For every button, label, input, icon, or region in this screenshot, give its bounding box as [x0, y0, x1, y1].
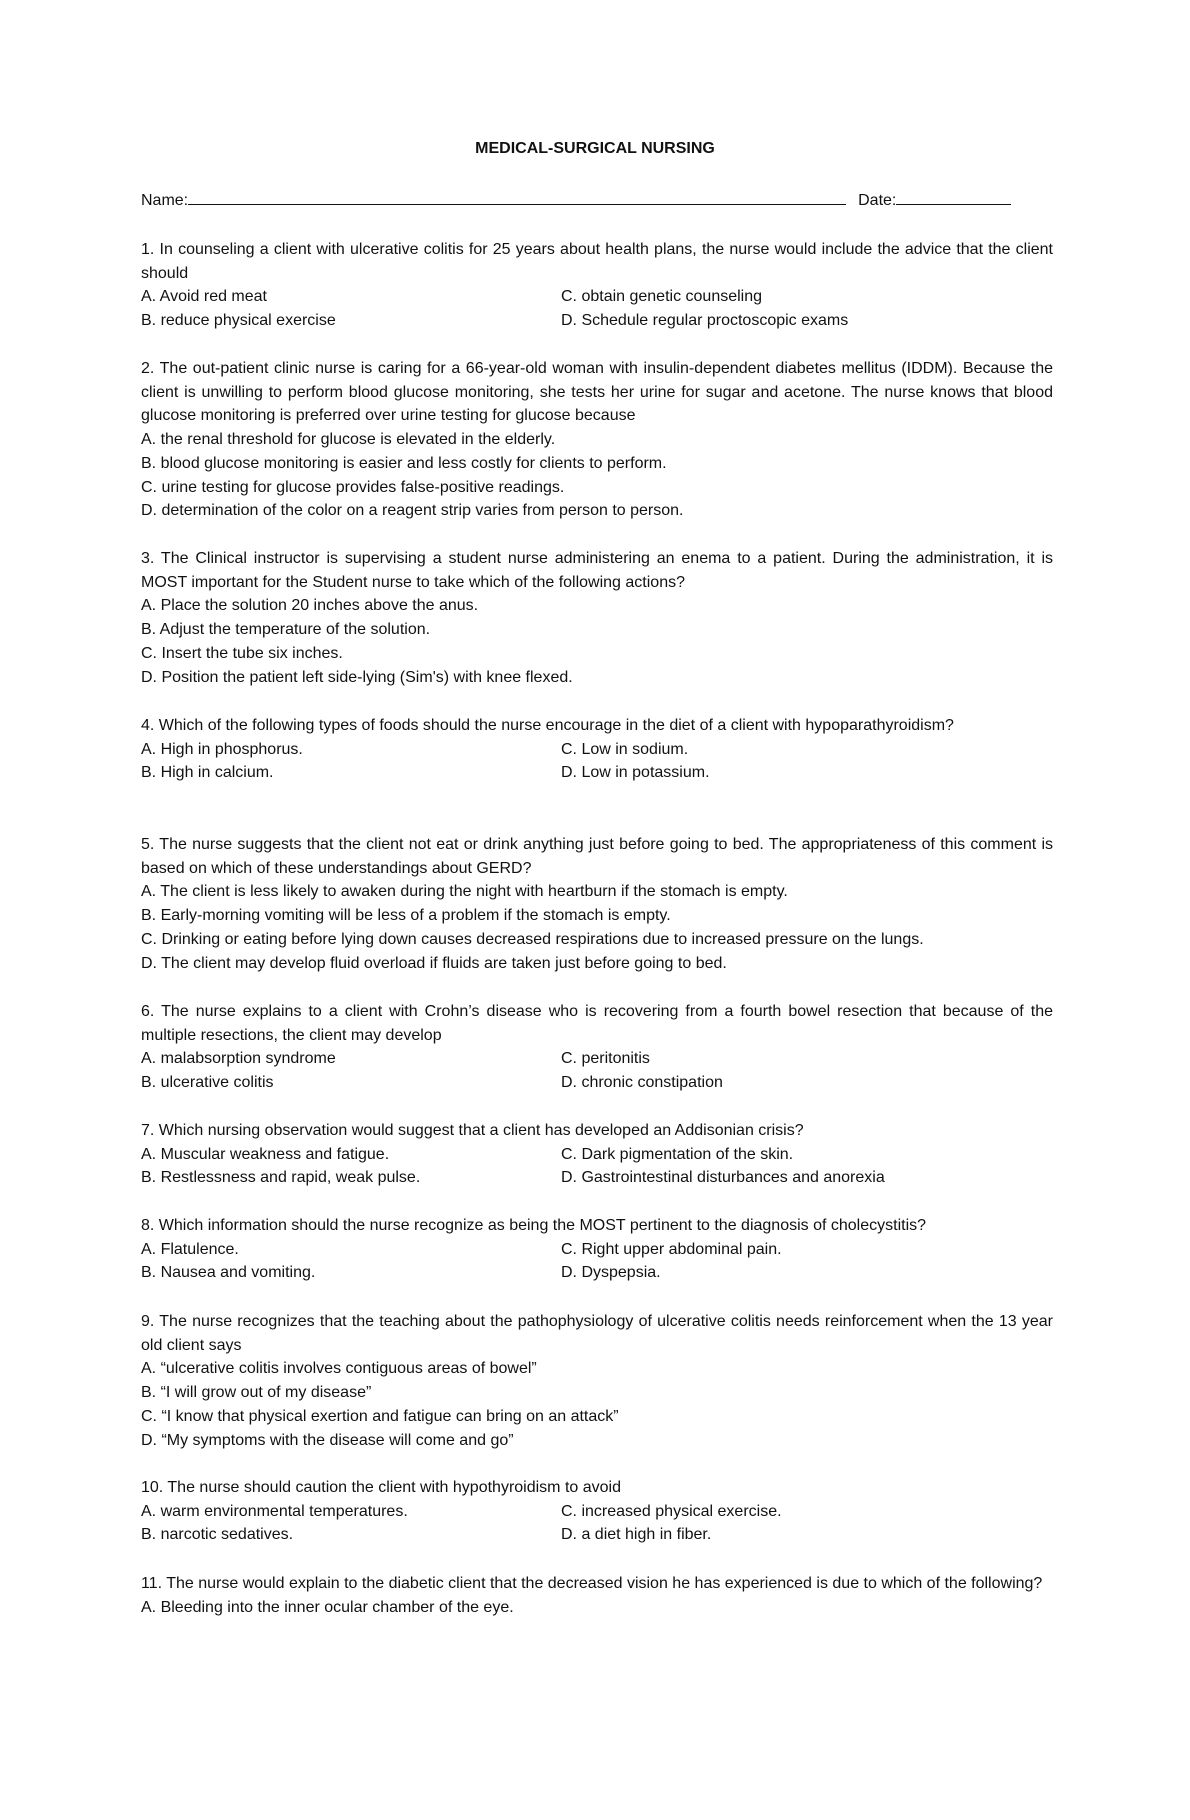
option-c: C. Low in sodium. [561, 740, 689, 758]
option-d: D. The client may develop fluid overload if fluids are taken just before going to bed. [141, 954, 727, 972]
question-stem: 5. The nurse suggests that the client not eat or drink anything just before going to bed. The appropriateness of this comment is based on which of these understandings about GERD? [141, 836, 1053, 877]
option-b: B. blood glucose monitoring is easier and less costly for clients to perform. [141, 454, 667, 472]
option-a: A. Place the solution 20 inches above the anus. [141, 597, 479, 615]
question-7 [141, 1119, 1053, 1190]
option-d: D. Dyspepsia. [561, 1264, 661, 1282]
option-c: C. Dark pigmentation of the skin. [561, 1145, 794, 1163]
option-d: D. Position the patient left side-lying (Sim's) with knee flexed. [141, 668, 573, 686]
question-5 [141, 833, 1053, 975]
option-d: D. “My symptoms with the disease will come and go” [141, 1431, 514, 1449]
option-c: C. Drinking or eating before lying down causes decreased respirations due to increased pressure on the lungs. [141, 930, 924, 948]
question-1 [141, 238, 1053, 333]
question-stem: 4. Which of the following types of foods should the nurse encourage in the diet of a client with hypoparathyroidism? [141, 717, 954, 734]
option-c: C. urine testing for glucose provides false-positive readings. [141, 478, 565, 496]
option-d: D. Schedule regular proctoscopic exams [561, 312, 849, 330]
option-a: A. High in phosphorus. [141, 740, 303, 758]
option-b: B. narcotic sedatives. [141, 1526, 294, 1544]
question-stem: 9. The nurse recognizes that the teaching about the pathophysiology of ulcerative colitis needs reinforcement when the 13 year old client says [141, 1313, 1053, 1354]
option-b: B. Nausea and vomiting. [141, 1264, 316, 1282]
name-date-row [141, 190, 1053, 210]
question-stem: 1. In counseling a client with ulcerative colitis for 25 years about health plans, the nurse would include the advice that the client should [141, 241, 1053, 282]
option-a: A. Bleeding into the inner ocular chamber of the eye. [141, 1598, 514, 1616]
name-blank-line [188, 190, 846, 205]
option-c: C. Right upper abdominal pain. [561, 1240, 782, 1258]
name-label: Name: [141, 192, 189, 209]
question-stem: 6. The nurse explains to a client with Crohn’s disease who is recovering from a fourth bowel resection that because of the multiple resections, the client may develop [141, 1003, 1053, 1044]
option-a: A. warm environmental temperatures. [141, 1502, 408, 1520]
option-d: D. chronic constipation [561, 1074, 723, 1092]
option-a: A. Flatulence. [141, 1240, 239, 1258]
option-a: A. the renal threshold for glucose is elevated in the elderly. [141, 431, 556, 449]
question-stem: 7. Which nursing observation would suggest that a client has developed an Addisonian crisis? [141, 1122, 804, 1139]
question-8 [141, 1214, 1053, 1285]
options-grid [141, 285, 1053, 332]
question-3 [141, 547, 1053, 689]
question-11 [141, 1572, 1053, 1619]
option-b: B. ulcerative colitis [141, 1074, 274, 1092]
question-4 [141, 714, 1053, 785]
question-stem: 11. The nurse would explain to the diabetic client that the decreased vision he has experienced is due to which of the following? [141, 1575, 1043, 1592]
option-b: B. “I will grow out of my disease” [141, 1384, 372, 1402]
question-stem: 10. The nurse should caution the client with hypothyroidism to avoid [141, 1479, 621, 1496]
question-6 [141, 1000, 1053, 1095]
question-stem: 3. The Clinical instructor is supervising a student nurse administering an enema to a patient. During the administration, it is MOST important for the Student nurse to take which of the following actions? [141, 550, 1053, 591]
options-grid [141, 1143, 1053, 1190]
option-a: A. Avoid red meat [141, 288, 267, 306]
question-10 [141, 1476, 1053, 1547]
options-grid [141, 1238, 1053, 1285]
option-b: B. Adjust the temperature of the solution. [141, 621, 431, 639]
options-grid [141, 738, 1053, 785]
option-c: C. “I know that physical exertion and fatigue can bring on an attack” [141, 1407, 619, 1425]
document-title: MEDICAL-SURGICAL NURSING [475, 140, 715, 157]
option-a: A. “ulcerative colitis involves contiguous areas of bowel” [141, 1360, 537, 1378]
option-b: B. Early-morning vomiting will be less of a problem if the stomach is empty. [141, 907, 671, 925]
option-a: A. malabsorption syndrome [141, 1050, 336, 1068]
question-stem: 2. The out-patient clinic nurse is caring for a 66-year-old woman with insulin-dependent diabetes mellitus (IDDM). Because the client is unwilling to perform blood glucose monitoring, she tests her urine for sugar and acetone. The nurse knows that blood glucose monitoring is preferred over urine testing for glucose because [141, 360, 1053, 425]
option-d: D. a diet high in fiber. [561, 1526, 712, 1544]
date-label: Date: [858, 192, 897, 209]
option-b: B. High in calcium. [141, 764, 274, 782]
options-grid [141, 1047, 1053, 1094]
question-stem: 8. Which information should the nurse recognize as being the MOST pertinent to the diagnosis of cholecystitis? [141, 1217, 927, 1234]
option-b: B. reduce physical exercise [141, 312, 336, 330]
option-c: C. obtain genetic counseling [561, 288, 763, 306]
option-a: A. The client is less likely to awaken during the night with heartburn if the stomach is empty. [141, 883, 788, 901]
option-c: C. peritonitis [561, 1050, 650, 1068]
date-blank-line [896, 190, 1011, 205]
option-d: D. Low in potassium. [561, 764, 710, 782]
option-d: D. Gastrointestinal disturbances and anorexia [561, 1169, 885, 1187]
option-a: A. Muscular weakness and fatigue. [141, 1145, 390, 1163]
option-c: C. Insert the tube six inches. [141, 644, 343, 662]
option-b: B. Restlessness and rapid, weak pulse. [141, 1169, 421, 1187]
question-2 [141, 357, 1053, 523]
option-d: D. determination of the color on a reagent strip varies from person to person. [141, 502, 684, 520]
option-c: C. increased physical exercise. [561, 1502, 782, 1520]
options-grid [141, 1500, 1053, 1547]
question-9 [141, 1310, 1053, 1452]
